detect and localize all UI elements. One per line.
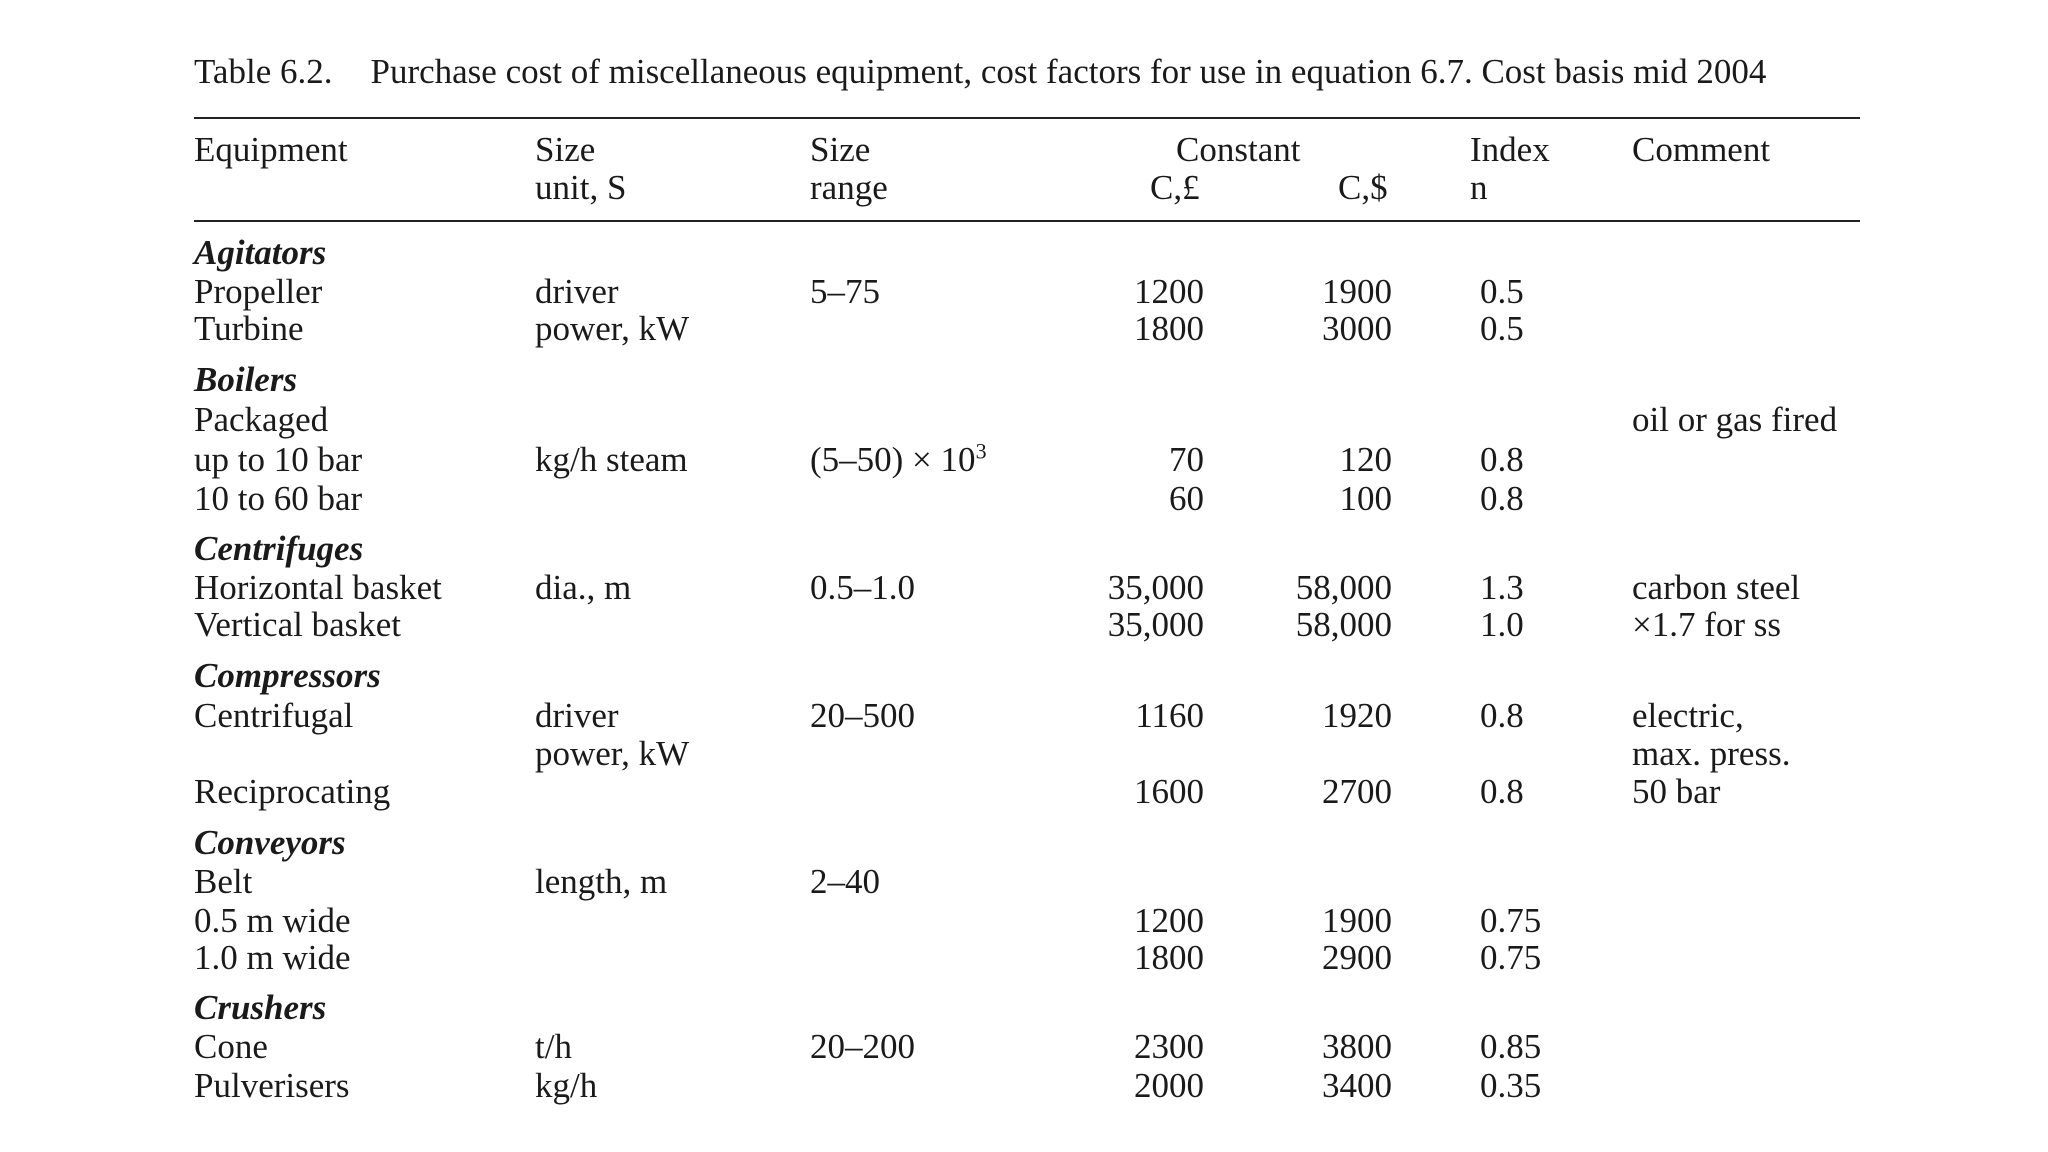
unit-centrifugal-line2: power, kW <box>535 734 690 773</box>
range-base: (5–50) × 10 <box>810 440 976 479</box>
cusd-propeller: 1900 <box>1322 272 1392 311</box>
equipment-up-to-10-bar: up to 10 bar <box>194 440 363 479</box>
comment-vertical-basket: ×1.7 for ss <box>1632 605 1782 644</box>
unit-propeller: driver <box>535 272 619 311</box>
index-1-0-m-wide: 0.75 <box>1480 938 1542 977</box>
cgbp-turbine: 1800 <box>1134 309 1204 348</box>
index-up-to-10-bar: 0.8 <box>1480 440 1524 479</box>
unit-horizontal-basket: dia., m <box>535 568 632 607</box>
cgbp-propeller: 1200 <box>1134 272 1204 311</box>
comment-packaged: oil or gas fired <box>1632 400 1838 439</box>
cgbp-up-to-10-bar: 70 <box>1169 440 1204 479</box>
category-compressors: Compressors <box>194 656 381 695</box>
index-turbine: 0.5 <box>1480 309 1524 348</box>
index-10-to-60-bar: 0.8 <box>1480 479 1524 518</box>
equipment-pulverisers: Pulverisers <box>194 1066 350 1105</box>
cusd-vertical-basket: 58,000 <box>1295 605 1392 644</box>
cusd-up-to-10-bar: 120 <box>1339 440 1392 479</box>
cgbp-horizontal-basket: 35,000 <box>1107 568 1204 607</box>
cusd-turbine: 3000 <box>1322 309 1392 348</box>
index-propeller: 0.5 <box>1480 272 1524 311</box>
cgbp-pulverisers: 2000 <box>1134 1066 1204 1105</box>
equipment-packaged: Packaged <box>194 400 329 439</box>
cusd-reciprocating: 2700 <box>1322 772 1392 811</box>
cgbp-cone: 2300 <box>1134 1027 1204 1066</box>
header-size-unit-line1: Size <box>535 130 596 169</box>
top-rule <box>194 117 1860 119</box>
header-comment: Comment <box>1632 130 1771 169</box>
cusd-0-5-m-wide: 1900 <box>1322 901 1392 940</box>
category-agitators: Agitators <box>194 233 327 272</box>
unit-belt: length, m <box>535 862 668 901</box>
category-boilers: Boilers <box>194 360 298 399</box>
equipment-1-0-m-wide: 1.0 m wide <box>194 938 351 977</box>
header-c-usd: C,$ <box>1338 168 1388 207</box>
cgbp-centrifugal: 1160 <box>1135 696 1204 735</box>
index-horizontal-basket: 1.3 <box>1480 568 1524 607</box>
equipment-0-5-m-wide: 0.5 m wide <box>194 901 351 940</box>
cgbp-reciprocating: 1600 <box>1134 772 1204 811</box>
index-cone: 0.85 <box>1480 1027 1542 1066</box>
equipment-propeller: Propeller <box>194 272 323 311</box>
range-belt: 2–40 <box>810 862 880 901</box>
cusd-centrifugal: 1920 <box>1322 696 1392 735</box>
index-0-5-m-wide: 0.75 <box>1480 901 1542 940</box>
cgbp-0-5-m-wide: 1200 <box>1134 901 1204 940</box>
header-index-line2: n <box>1470 168 1488 207</box>
table-caption <box>194 52 1766 92</box>
equipment-10-to-60-bar: 10 to 60 bar <box>194 479 363 518</box>
cusd-pulverisers: 3400 <box>1322 1066 1392 1105</box>
comment-centrifugal: electric, <box>1632 696 1744 735</box>
header-equipment: Equipment <box>194 130 348 169</box>
equipment-horizontal-basket: Horizontal basket <box>194 568 442 607</box>
category-conveyors: Conveyors <box>194 823 346 862</box>
cusd-cone: 3800 <box>1322 1027 1392 1066</box>
equipment-cone: Cone <box>194 1027 268 1066</box>
cusd-1-0-m-wide: 2900 <box>1322 938 1392 977</box>
header-c-gbp: C,£ <box>1150 168 1200 207</box>
unit-centrifugal: driver <box>535 696 619 735</box>
equipment-vertical-basket: Vertical basket <box>194 605 401 644</box>
header-constant: Constant <box>1176 130 1301 169</box>
unit-up-to-10-bar: kg/h steam <box>535 440 688 479</box>
comment-centrifugal-line2: max. press. <box>1632 734 1791 773</box>
equipment-centrifugal: Centrifugal <box>194 696 354 735</box>
header-size-range-line2: range <box>810 168 888 207</box>
unit-pulverisers: kg/h <box>535 1066 598 1105</box>
table-number: Table 6.2. <box>194 52 333 91</box>
header-size-range-line1: Size <box>810 130 871 169</box>
cgbp-vertical-basket: 35,000 <box>1107 605 1204 644</box>
header-rule <box>194 220 1860 222</box>
category-crushers: Crushers <box>194 988 327 1027</box>
cgbp-10-to-60-bar: 60 <box>1169 479 1204 518</box>
index-reciprocating: 0.8 <box>1480 772 1524 811</box>
range-cone: 20–200 <box>810 1027 915 1066</box>
category-centrifuges: Centrifuges <box>194 529 364 568</box>
index-pulverisers: 0.35 <box>1480 1066 1542 1105</box>
index-vertical-basket: 1.0 <box>1480 605 1524 644</box>
range-propeller: 5–75 <box>810 272 880 311</box>
equipment-reciprocating: Reciprocating <box>194 772 391 811</box>
range-centrifugal: 20–500 <box>810 696 915 735</box>
range-exponent: 3 <box>975 438 987 464</box>
cusd-horizontal-basket: 58,000 <box>1295 568 1392 607</box>
comment-horizontal-basket: carbon steel <box>1632 568 1801 607</box>
unit-turbine: power, kW <box>535 309 690 348</box>
table-title: Purchase cost of miscellaneous equipment, cost factors for use in equation 6.7. Cost basis mid 2004 <box>370 52 1767 91</box>
header-index-line1: Index <box>1470 130 1550 169</box>
header-size-unit-line2: unit, S <box>535 168 627 207</box>
index-centrifugal: 0.8 <box>1480 696 1524 735</box>
equipment-belt: Belt <box>194 862 253 901</box>
equipment-turbine: Turbine <box>194 309 304 348</box>
cusd-10-to-60-bar: 100 <box>1339 479 1392 518</box>
unit-cone: t/h <box>535 1027 572 1066</box>
cgbp-1-0-m-wide: 1800 <box>1134 938 1204 977</box>
range-up-to-10-bar <box>810 438 987 479</box>
range-horizontal-basket: 0.5–1.0 <box>810 568 915 607</box>
comment-reciprocating: 50 bar <box>1632 772 1721 811</box>
